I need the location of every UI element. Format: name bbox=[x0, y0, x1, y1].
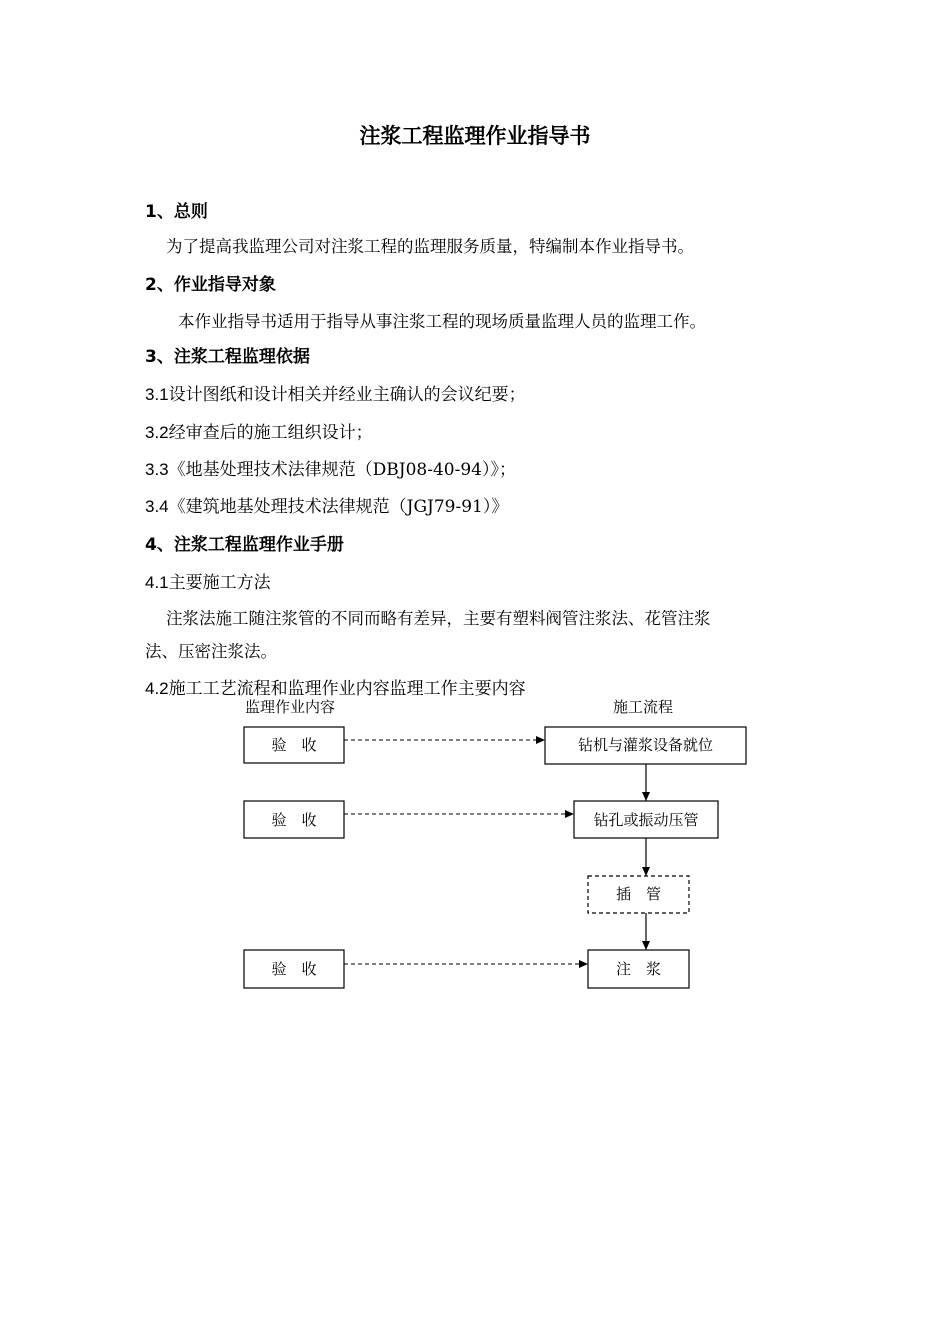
item-text: 经审查后的施工组织设计； bbox=[168, 423, 373, 443]
item-number: 3.1 bbox=[145, 385, 169, 404]
section-2-text: 本作业指导书适用于指导从事注浆工程的现场质量监理人员的监理工作。 bbox=[178, 312, 706, 331]
inspection-box bbox=[244, 727, 344, 763]
process-step-box-optional bbox=[588, 876, 689, 913]
process-step-box bbox=[574, 801, 718, 838]
process-step-label: 注 浆 bbox=[615, 960, 662, 978]
subsection-title: 主要施工方法 bbox=[168, 573, 271, 593]
section-1-heading: 1、总则 bbox=[145, 202, 208, 222]
process-step-label: 钻孔或振动压管 bbox=[593, 811, 699, 829]
item-number: 3.4 bbox=[145, 497, 169, 516]
subsection-title: 施工工艺流程和监理作业内容监理工作主要内容 bbox=[168, 679, 526, 699]
section-1-text: 为了提高我监理公司对注浆工程的监理服务质量，特编制本作业指导书。 bbox=[166, 237, 694, 256]
section-4-paragraph-line-1: 注浆法施工随注浆管的不同而略有差异，主要有塑料阀管注浆法、花管注浆 bbox=[166, 609, 711, 628]
item-number: 3.2 bbox=[145, 423, 169, 442]
section-4-paragraph-line-2: 法、压密注浆法。 bbox=[145, 642, 277, 661]
inspection-box-label: 验 收 bbox=[271, 811, 317, 829]
item-number: 3.3 bbox=[145, 460, 169, 479]
section-2-heading: 2、作业指导对象 bbox=[145, 275, 276, 295]
process-step-label: 插 管 bbox=[615, 885, 662, 903]
inspection-box bbox=[244, 950, 344, 988]
inspection-box-label: 验 收 bbox=[271, 736, 317, 754]
item-text: 设计图纸和设计相关并经业主确认的会议纪要； bbox=[168, 385, 526, 405]
process-step-box bbox=[545, 727, 746, 764]
flowchart-left-header: 监理作业内容 bbox=[245, 698, 336, 716]
item-text: 《建筑地基处理技术法律规范（JGJ79-91）》 bbox=[168, 497, 509, 517]
process-step-box bbox=[588, 950, 689, 988]
inspection-box-label: 验 收 bbox=[271, 960, 317, 978]
process-step-label: 钻机与灌浆设备就位 bbox=[577, 736, 714, 754]
flowchart-right-header: 施工流程 bbox=[613, 698, 674, 716]
section-3-heading: 3、注浆工程监理依据 bbox=[145, 347, 310, 367]
item-text: 《地基处理技术法律规范（DBJ08-40-94）》； bbox=[168, 460, 516, 480]
inspection-box bbox=[244, 801, 344, 838]
document-title: 注浆工程监理作业指导书 bbox=[359, 124, 591, 148]
section-4-heading: 4、注浆工程监理作业手册 bbox=[145, 535, 344, 555]
subsection-number: 4.1 bbox=[145, 573, 169, 592]
subsection-number: 4.2 bbox=[145, 679, 169, 698]
